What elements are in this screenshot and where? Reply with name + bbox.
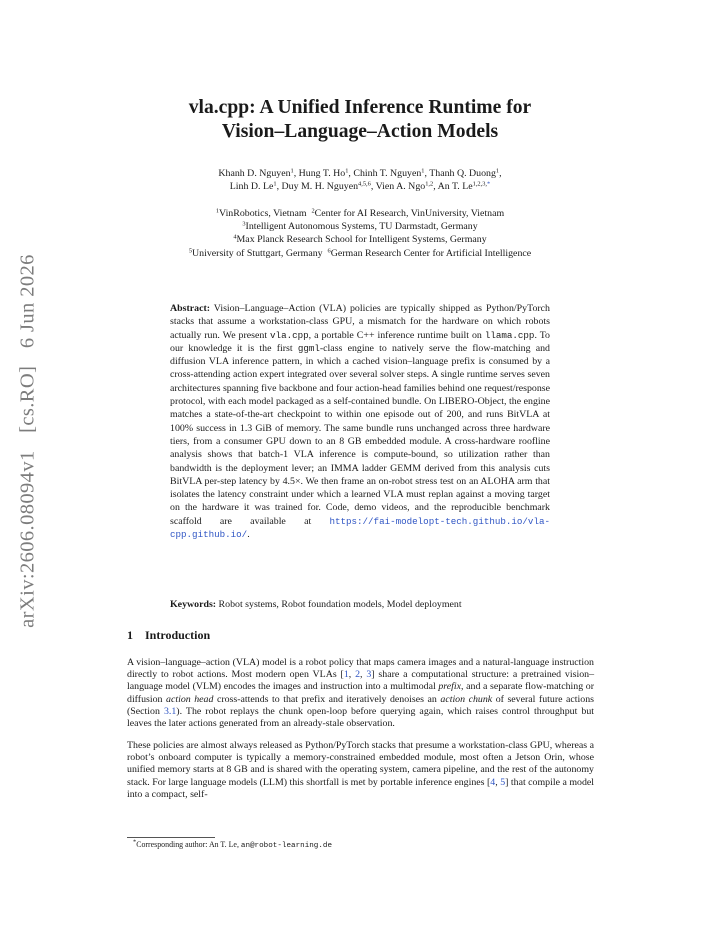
- paragraph-text: cross-attends to that prefix and iteratively denoises an: [213, 693, 441, 705]
- abstract-text: -class engine to natively serve the flow-matching and diffusion VLA inference pattern, in which a cached vision–language prefix is consumed by a cross-attending action expert integrated over several solver steps. A single runtime serves seven architectures spanning five backbone and four action-head families behind one request/response protocol, with each model packaged as a self-contained bundle. On LIBERO-Object, the engine matches a state-of-the-art checkpoint to within one episode out of 200, and runs BitVLA at 100% success in 1.3 GiB of memory. The same bundle runs unchanged across three hardware tiers, from a consumer GPU down to an 8 GB embedded module. A cross-hardware roofline analysis shows that batch-1 VLA inference is compute-bound, so utilization rather than bandwidth is the deployment lever; an IMMA ladder GEMM derived from this analysis cuts BitVLA per-step latency by 4.5×. We then frame an on-robot stress test on an ALOHA arm that isolates the latency constraint under which a learned VLA must replan against a moving target on the hardware it was trained for. Code, demo videos, and the reproducible benchmark scaffold are available at: [170, 342, 550, 527]
- affiliation-sup: 3: [242, 220, 246, 228]
- paragraph-text: ] share a computational structure: a pretrained vision–language model (VLM) encodes the images and instruction into a multimodal: [127, 669, 595, 693]
- author-affil-sup: 1: [495, 167, 500, 175]
- keywords-text: Robot systems, Robot foundation models, Model deployment: [216, 599, 462, 610]
- affiliation-text: Center for AI Research, VinUniversity, Vietnam: [314, 208, 505, 219]
- affiliation-line: [0, 220, 720, 233]
- author-affil-sup: 1: [290, 167, 294, 175]
- affiliation-sup: 6: [327, 247, 331, 255]
- author-name: An T. Le: [437, 181, 473, 193]
- affiliation-line: [0, 207, 720, 220]
- affiliation-sup: 2: [311, 207, 315, 215]
- author-name: Linh D. Le: [229, 181, 274, 193]
- abstract-text: .: [247, 529, 250, 541]
- code-llama-cpp: llama.cpp: [484, 329, 535, 341]
- affiliation-line: [0, 233, 720, 246]
- author-name: Khanh D. Nguyen: [218, 168, 291, 179]
- author-affil-sup: 1: [345, 167, 349, 175]
- author-affil-sup: 1: [421, 167, 425, 175]
- keywords-label: Keywords:: [170, 599, 217, 610]
- author-name: Chinh T. Nguyen: [353, 168, 422, 179]
- abstract: [170, 302, 550, 541]
- footnote-rule: [127, 837, 215, 838]
- section-reference-link[interactable]: 3.1: [163, 705, 177, 717]
- author-separator: ,: [499, 168, 502, 179]
- footnote: [133, 840, 332, 851]
- affiliation-text: German Research Center for Artificial Intelligence: [330, 247, 532, 259]
- paragraph-text: These policies are almost always released as Python/PyTorch stacks that presume a workstation-class GPU, whereas a robot’s onboard computer is typically a memory-constrained embedded module, most often a Jetson Orin, whose unified memory starts at 8 GB and is shared with the operating system, camera pipeline, and the rest of the autonomy stack. For large language models (LLM) this shortfall is met by portable inference engines [: [127, 740, 594, 788]
- footnote-mark: *: [133, 838, 137, 846]
- arxiv-category: [cs.RO]: [16, 365, 39, 433]
- affiliation-text: Intelligent Autonomous Systems, TU Darmstadt, Germany: [245, 221, 478, 233]
- author-affil-sup: 1,2,3,: [472, 180, 488, 188]
- paragraph-text: A vision–language–action (VLA) model is a robot policy that maps camera images and a natural-language instruction directly to robot actions. Most modern open VLAs [: [127, 657, 594, 681]
- abstract-text: Vision–Language–Action (VLA) policies are typically shipped as Python/PyTorch stacks that assume a workstation-class GPU, a mismatch for the hardware on which robots actually run. We present: [170, 303, 550, 341]
- citation-link[interactable]: 1: [343, 669, 349, 681]
- affiliation-list: [0, 207, 720, 260]
- affiliation-text: University of Stuttgart, Germany: [192, 247, 323, 259]
- emphasis-text: action head: [166, 693, 214, 705]
- author-affil-sup: 4,5,6: [358, 180, 371, 188]
- author-separator: ,: [293, 168, 299, 179]
- author-separator: ,: [348, 168, 354, 179]
- citation-link[interactable]: 3: [366, 669, 372, 681]
- author-separator: ,: [370, 181, 376, 193]
- author-name: Thanh Q. Duong: [429, 168, 496, 179]
- section-title: Introduction: [145, 628, 211, 642]
- author-separator: ,: [276, 181, 282, 193]
- arxiv-date: 6 Jun 2026: [16, 254, 39, 349]
- abstract-text: . To our knowledge it is the first: [170, 329, 550, 354]
- paragraph-text: of several future actions (Section: [127, 693, 594, 717]
- affiliation-line: [0, 247, 720, 260]
- code-vla-cpp: vla.cpp: [270, 329, 309, 341]
- author-affil-sup: 1: [273, 180, 277, 188]
- citation-link[interactable]: 2: [355, 669, 361, 681]
- citation-link[interactable]: 4: [490, 776, 496, 788]
- author-list: [0, 167, 720, 194]
- footnote-email[interactable]: an@robot-learning.de: [240, 842, 333, 850]
- section-number: 1: [127, 628, 133, 642]
- affiliation-sup: 5: [188, 247, 193, 255]
- paragraph-text: ] that compile a model into a compact, self-: [127, 776, 595, 800]
- title-line-2: Vision–Language–Action Models: [221, 121, 499, 142]
- intro-paragraph-1: A vision–language–action (VLA) model is a robot policy that maps camera images and a natural-language instruction directly to robot actions. Most modern open VLAs [1, 2, 3] share a computational structure: a pretrained vision–language model (VLM) encodes the images and instruction into a multimodal prefix, and a separate flow-matching or diffusion action head cross-attends to that prefix and iteratively denoises an action chunk of several future actions (Section 3.1). The robot replays the chunk open-loop before querying again, which raises control throughput but leaves the later actions generated from an already-stale observation.: [127, 657, 595, 730]
- author-separator: ,: [433, 181, 438, 193]
- code-ggml: ggml: [297, 342, 320, 354]
- paper-title: [0, 96, 720, 144]
- corresponding-mark[interactable]: *: [487, 180, 491, 188]
- project-url-link[interactable]: https://fai-modelopt-tech.github.io/vla-cpp.github.io/: [170, 515, 550, 541]
- emphasis-text: action chunk: [440, 693, 493, 705]
- title-line-1: vla.cpp: A Unified Inference Runtime for: [188, 97, 532, 118]
- keywords: [170, 598, 550, 611]
- abstract-label: Abstract:: [170, 303, 211, 314]
- footnote-text: Corresponding author: An T. Le,: [136, 840, 241, 849]
- affiliation-text: VinRobotics, Vietnam: [219, 208, 307, 219]
- abstract-text: , a portable C++ inference runtime built on: [308, 329, 485, 341]
- arxiv-id[interactable]: arXiv:2606.08094v1: [16, 450, 39, 628]
- paragraph-text: , and a separate flow-matching or diffusion: [127, 681, 594, 705]
- paragraph-text: ). The robot replays the chunk open-loop before querying again, which raises control throughput but leaves the later actions generated from an already-stale observation.: [127, 705, 594, 730]
- affiliation-text: Max Planck Research School for Intelligent Systems, Germany: [236, 234, 487, 246]
- author-name: Vien A. Ngo: [375, 181, 426, 193]
- citation-link[interactable]: 5: [500, 776, 506, 788]
- affiliation-sup: 4: [233, 233, 237, 241]
- author-name: Hung T. Ho: [298, 168, 346, 179]
- intro-paragraph-2: These policies are almost always released as Python/PyTorch stacks that presume a workstation-class GPU, whereas a robot’s onboard computer is typically a memory-constrained embedded module, most often a Jetson Orin, whose unified memory starts at 8 GB and is shared with the operating system, camera pipeline, and the rest of the autonomy stack. For large language models (LLM) this shortfall is met by portable inference engines [4, 5] that compile a model into a compact, self-: [127, 740, 595, 800]
- author-separator: ,: [424, 168, 430, 179]
- authors-line-1: [0, 167, 720, 180]
- affiliation-sup: 1: [215, 207, 220, 215]
- author-affil-sup: 1,2: [425, 180, 434, 188]
- author-name: Duy M. H. Nguyen: [281, 181, 359, 193]
- section-heading-introduction: [127, 628, 210, 643]
- authors-line-2: [0, 180, 720, 193]
- emphasis-text: prefix: [438, 681, 462, 693]
